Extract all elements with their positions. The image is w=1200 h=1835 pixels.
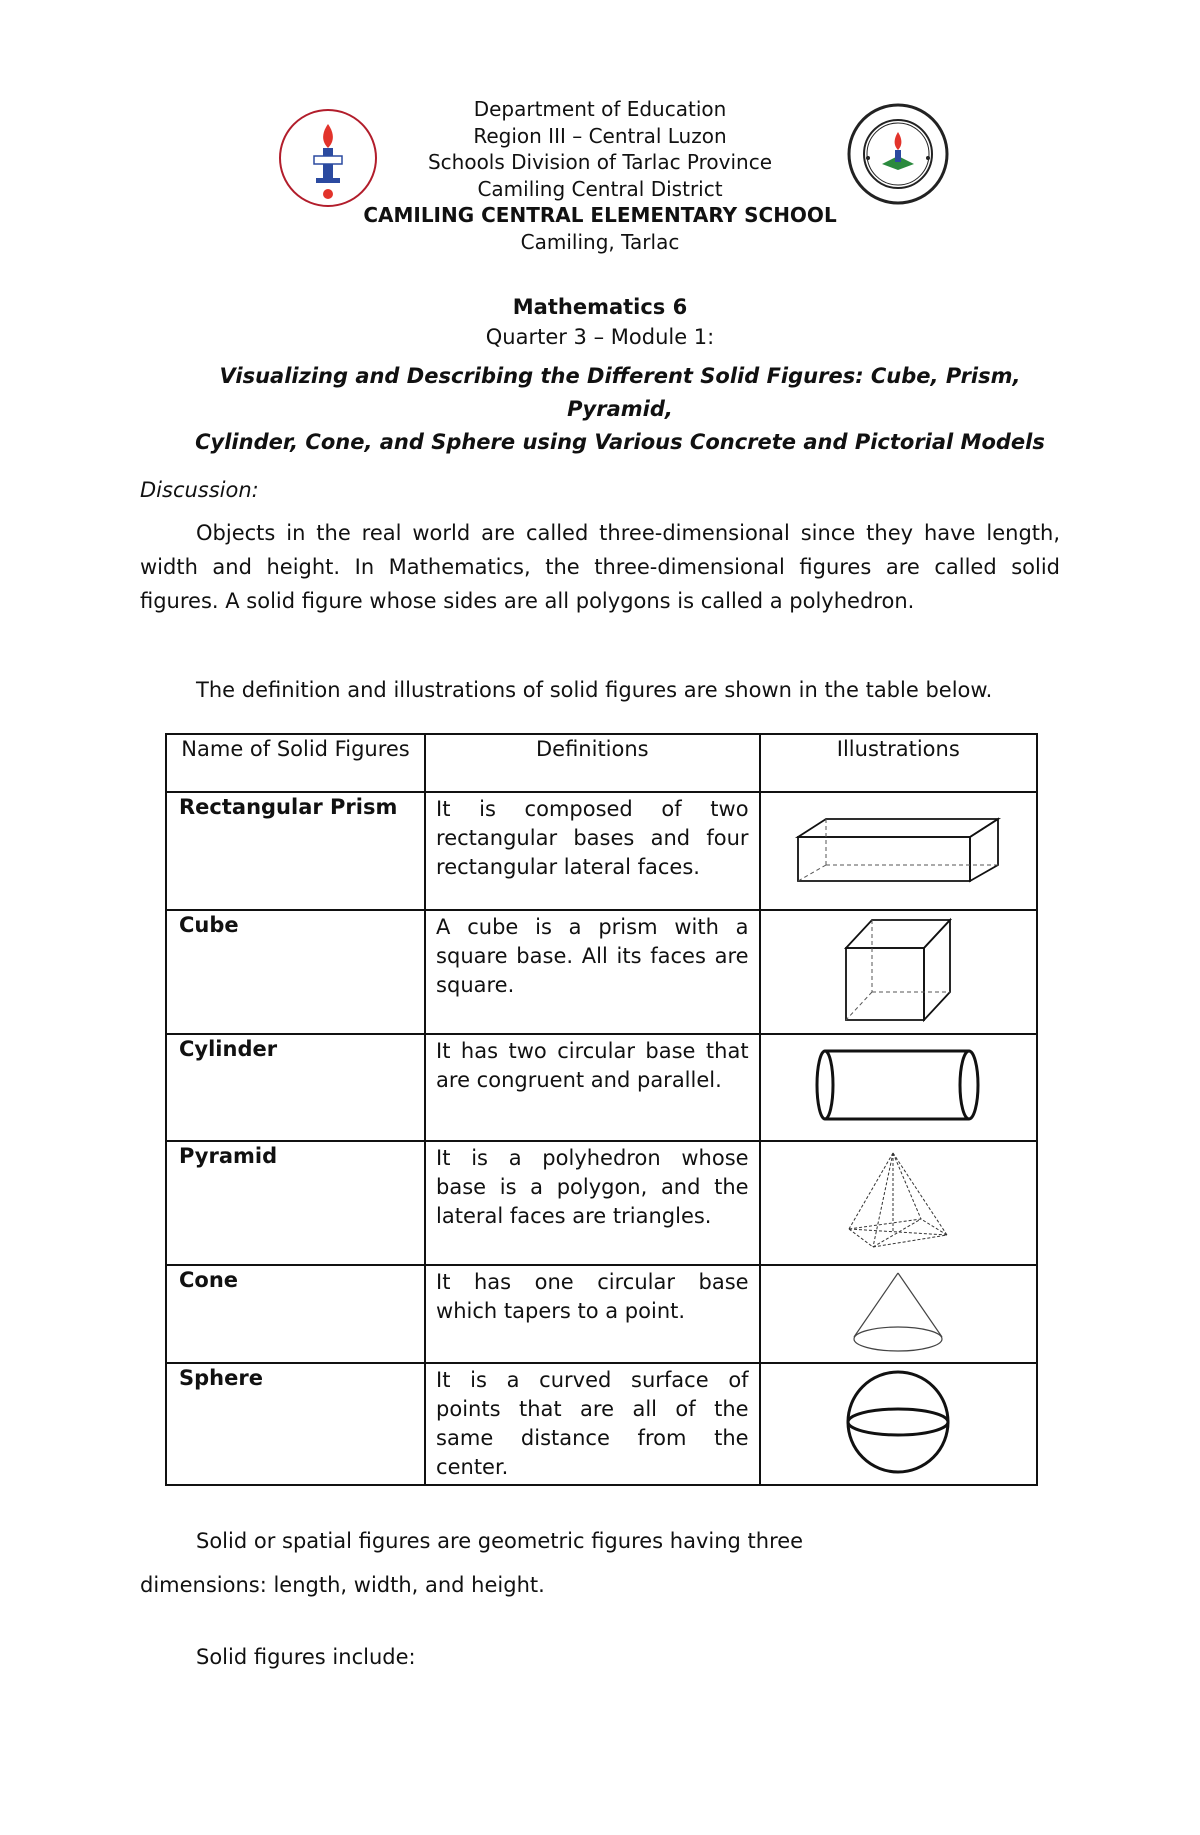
figure-illustration	[760, 1141, 1037, 1265]
rectangular-prism-icon	[788, 809, 1008, 889]
figure-illustration	[760, 910, 1037, 1034]
figure-definition: It is a polyhedron whose base is a polygon, and the lateral faces are triangles.	[425, 1141, 760, 1265]
figure-name: Rectangular Prism	[166, 792, 425, 910]
table-row	[166, 1265, 1037, 1363]
table-intro: The definition and illustrations of solid figures are shown in the table below.	[196, 678, 993, 702]
figure-definition: A cube is a prism with a square base. All its faces are square.	[425, 910, 760, 1034]
subject-title: Mathematics 6	[512, 295, 688, 319]
solid-figures-include: Solid figures include:	[196, 1645, 416, 1669]
figure-definition: It is composed of two rectangular bases and four rectangular lateral faces.	[425, 792, 760, 910]
header-name: Name of Solid Figures	[166, 734, 425, 792]
lesson-title-line-2: Cylinder, Cone, and Sphere using Various Concrete and Pictorial Models	[195, 430, 1045, 454]
school-name: CAMILING CENTRAL ELEMENTARY SCHOOL	[363, 203, 837, 227]
lesson-title	[180, 360, 1060, 459]
header-definitions: Definitions	[425, 734, 760, 792]
district-line: Camiling Central District	[477, 176, 723, 201]
cylinder-icon	[813, 1046, 983, 1124]
table-row	[166, 1363, 1037, 1485]
discussion-paragraph: Objects in the real world are called three-dimensional since they have length, width and height. In Mathematics, the three-dimensional figures are called solid figures. A solid figure whose sides are all polygons is called a polyhedron.	[140, 521, 1060, 613]
pyramid-icon	[843, 1149, 953, 1253]
lesson-title-line-1: Visualizing and Describing the Different Solid Figures: Cube, Prism, Pyramid,	[219, 364, 1021, 421]
figure-name: Cube	[166, 910, 425, 1034]
figure-name: Cylinder	[166, 1034, 425, 1141]
closing-paragraph: Solid or spatial figures are geometric figures having three	[196, 1529, 804, 1553]
table-row	[166, 910, 1037, 1034]
region-line: Region III – Central Luzon	[473, 123, 727, 148]
sphere-icon	[843, 1367, 953, 1477]
table-row	[166, 1141, 1037, 1265]
header-illustrations: Illustrations	[760, 734, 1037, 792]
school-location: Camiling, Tarlac	[520, 229, 680, 254]
table-row	[166, 1034, 1037, 1141]
figure-name: Pyramid	[166, 1141, 425, 1265]
module-label: Quarter 3 – Module 1:	[485, 325, 715, 349]
figure-illustration	[760, 1363, 1037, 1485]
department-line: Department of Education	[473, 97, 727, 121]
cube-icon	[838, 914, 958, 1026]
solid-figures-table	[165, 733, 1038, 1486]
figure-illustration	[760, 1265, 1037, 1363]
division-line: Schools Division of Tarlac Province	[427, 150, 773, 174]
figure-definition: It has two circular base that are congruent and parallel.	[425, 1034, 760, 1141]
discussion-label: Discussion:	[140, 478, 259, 502]
figure-definition: It is a curved surface of points that are all of the same distance from the center.	[425, 1363, 760, 1485]
figure-name: Sphere	[166, 1363, 425, 1485]
letterhead	[330, 96, 870, 255]
cone-icon	[848, 1269, 948, 1355]
table-header-row	[166, 734, 1037, 792]
figure-illustration	[760, 1034, 1037, 1141]
figure-name: Cone	[166, 1265, 425, 1363]
figure-illustration	[760, 792, 1037, 910]
closing-paragraph-continued: dimensions: length, width, and height.	[140, 1573, 545, 1597]
figure-definition: It has one circular base which tapers to a point.	[425, 1265, 760, 1363]
table-row	[166, 792, 1037, 910]
subject-block	[300, 292, 900, 352]
